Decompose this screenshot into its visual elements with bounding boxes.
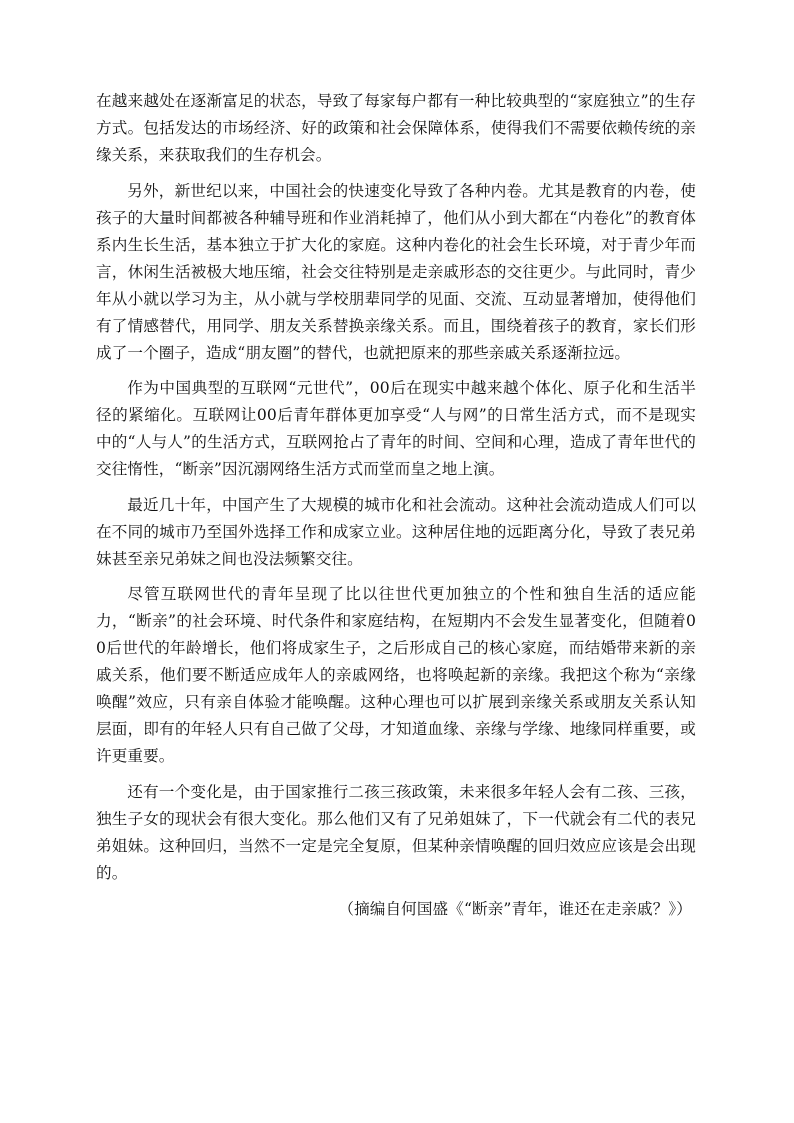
source-citation: （摘编自何国盛《“断亲”青年，谁还在走亲戚？》） [338, 899, 692, 918]
document-page [96, 88, 696, 938]
paragraph-6: 还有一个变化是，由于国家推行二孩三孩政策，未来很多年轻人会有二孩、三孩，独生子女的现状会有很大变化。那么他们又有了兄弟姐妹了，下一代就会有二代的表兄弟姐妹。这种回归，当然不一定是完全复原，但某种亲情唤醒的回归效应应该是会出现的。 [96, 782, 696, 882]
paragraph-3: 作为中国典型的互联网“元世代”，00后在现实中越来越个体化、原子化和生活半径的紧缩化。互联网让00后青年群体更加享受“人与网”的日常生活方式，而不是现实中的“人与人”的生活方式，互联网抢占了青年的时间、空间和心理，造成了青年世代的交往惰性，“断亲”因沉溺网络生活方式而堂而皇之地上演。 [96, 379, 696, 479]
paragraph-5: 尽管互联网世代的青年呈现了比以往世代更加独立的个性和独自生活的适应能力，“断亲”的社会环境、时代条件和家庭结构，在短期内不会发生显著变化，但随着00后世代的年龄增长，他们将成家生子，之后形成自己的核心家庭，而结婚带来新的亲戚关系，他们要不断适应成年人的亲戚网络，也将唤起新的亲缘。我把这个称为“亲缘唤醒”效应，只有亲自体验才能唤醒。这种心理也可以扩展到亲缘关系或朋友关系认知层面，即有的年轻人只有自己做了父母，才知道血缘、亲缘与学缘、地缘同样重要，或许更重要。 [96, 585, 696, 766]
paragraph-2: 另外，新世纪以来，中国社会的快速变化导致了各种内卷。尤其是教育的内卷，使孩子的大量时间都被各种辅导班和作业消耗掉了，他们从小到大都在“内卷化”的教育体系内生长生活，基本独立于扩大化的家庭。这种内卷化的社会生长环境，对于青少年而言，休闲生活被极大地压缩，社会交往特别是走亲戚形态的交往更少。与此同时，青少年从小就以学习为主，从小就与学校朋辈同学的见面、交流、互动显著增加，使得他们有了情感替代，用同学、朋友关系替换亲缘关系。而且，围绕着孩子的教育，家长们形成了一个圈子，造成“朋友圈”的替代，也就把原来的那些亲戚关系逐渐拉远。 [96, 181, 696, 362]
paragraph-4: 最近几十年，中国产生了大规模的城市化和社会流动。这种社会流动造成人们可以在不同的城市乃至国外选择工作和成家立业。这种居住地的远距离分化，导致了表兄弟妹甚至亲兄弟妹之间也没法频繁交往。 [96, 495, 696, 568]
paragraph-1: 在越来越处在逐渐富足的状态，导致了每家每户都有一种比较典型的“家庭独立”的生存方式。包括发达的市场经济、好的政策和社会保障体系，使得我们不需要依赖传统的亲缘关系，来获取我们的生存机会。 [96, 92, 696, 164]
